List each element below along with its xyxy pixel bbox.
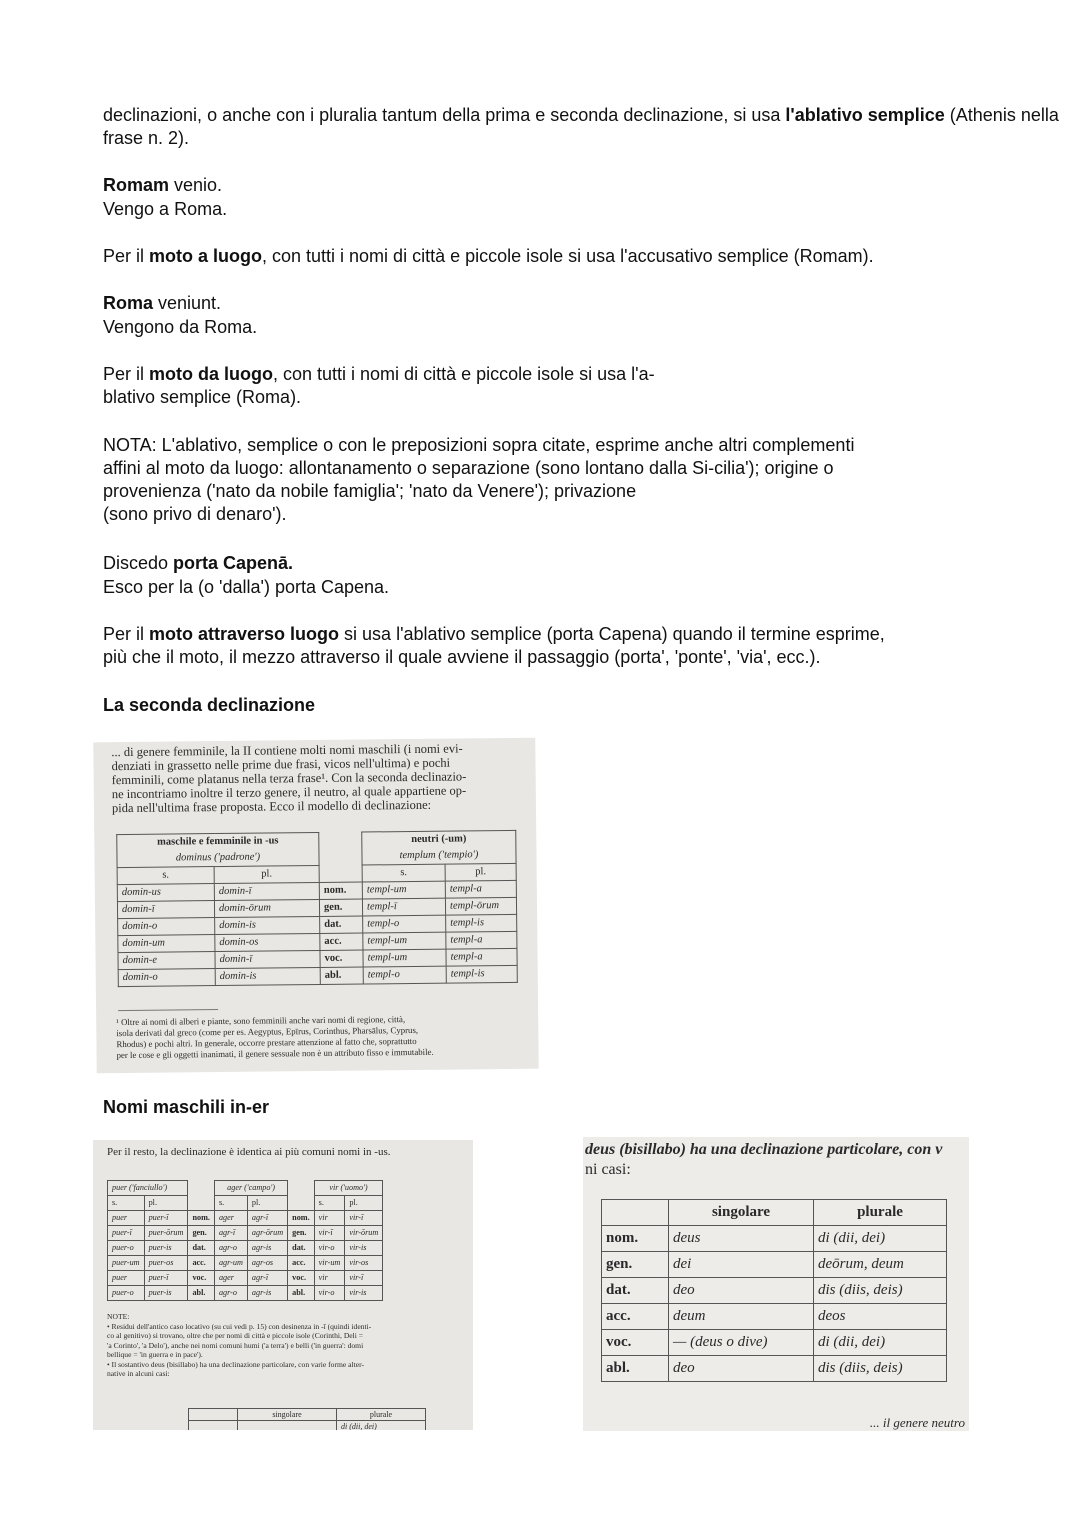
table-row: puer puer-ī voc. ager agr-ī voc. vir vir-ī [108,1271,383,1286]
deus-table: singolare plurale nom. deus di (dii, dei) gen. dei deōrum, deum dat. deo dis (diis, deis) acc. deum deos voc. — (deus o dive) di (dii, dei) abl. deo dis (diis, deis) [601,1199,947,1382]
table-row: abl. deo dis (diis, deis) [602,1356,947,1382]
book-photo-deus [583,1137,969,1431]
example-latin: Discedo porta Capenā. [103,553,294,573]
table-row: domin-o domin-is dat. templ-o templ-is [118,914,517,935]
declension-table: maschile e femminile in -us dominus ('padrone') neutri (-um) templum ('tempio') s. pl. s. pl. domin-us domin-ī nom. templ-um templ-a domin-ī domin-ōrum gen. templ-ī templ-ōrum domin-o domin-is dat. templ-o templ-is domin-um domin-os acc. templ-um templ-a domin-e domin-ī voc. templ-um templ-a domin-o domin-is abl. templ-o templ-is [116,830,518,987]
book-text: Per il resto, la declinazione è identica ai più comuni nomi in -us. [107,1146,391,1158]
example-italian: Vengono da Roma. [103,317,258,337]
moto-attraverso-paragraph: Per il moto attraverso luogo si usa l'ablativo semplice (porta Capena) quando il termine esprime, più che il moto, il mezzo attraverso il quale avviene il passaggio (porta', 'ponte', 'via', ecc.). [103,624,885,667]
table-row: puer puer-ī nom. ager agr-ī nom. vir vir-ī [108,1211,383,1226]
book-text: deus (bisillabo) ha una declinazione particolare, con v ni casi: [585,1141,943,1178]
table-row: dat. deo dis (diis, deis) [602,1278,947,1304]
table-row: puer-o puer-is abl. agr-o agr-is abl. vir-o vir-is [108,1286,383,1301]
book-notes: NOTE: • Residui dell'antico caso locativo (su cui vedi p. 15) con desinenza in -ī (quindi identi- co al genitivo) si trovano, oltre che per nomi di città e piccole isole (Corinthi, Deli = 'a Corinto', 'a Delo'), anche nei nomi comuni humi ('a terra') e belli ('in guerra': domi bellique = 'in guerra e in pace'). • Il sostantivo deus (bisillabo) ha una declinazione particolare, con varie forme alter- native in alcuni casi: [107,1312,372,1378]
footnote: ¹ Oltre ai nomi di alberi e piante, sono femminili anche vari nomi di regione, città, isola derivati dal greco (come per es. Aegyptus, Epīrus, Corinthus, Pharsālus, Cyprus, Rhodus) e pochi altri. In generale, occorre prestare attenzione al fatto che, soprattutto per le cose e gli oggetti inanimati, il genere sessuale non è un attributo fisso e immutabile. [116,1014,434,1061]
section-heading: Nomi maschili in-er [103,1097,270,1117]
example-italian: Esco per la (o 'dalla') porta Capena. [103,577,390,597]
book-photo-er-nouns [93,1140,473,1430]
table-row: puer-um puer-os acc. agr-um agr-os acc. vir-um vir-os [108,1256,383,1271]
intro-paragraph: declinazioni, o anche con i pluralia tantum della prima e seconda declinazione, si usa l'ablativo semplice (Athenis nella frase n. 2). [103,105,1059,148]
mini-deus-table: singolare plurale di (dii, dei) [188,1408,426,1430]
table-row: domin-e domin-ī voc. templ-um templ-a [118,948,517,969]
moto-a-luogo-paragraph: Per il moto a luogo, con tutti i nomi di città e piccole isole si usa l'accusativo semplice (Romam). [103,246,874,266]
example-italian: Vengo a Roma. [103,199,228,219]
book-text: ... di genere femminile, la II contiene molti nomi maschili (i nomi evi- denziati in grassetto nelle prime due frasi, vicos nell'ultima) e pochi femminili, come platanus nella terza frase¹. Con la seconda declinazio- ne incontriamo inoltre il terzo genere, il neutro, al quale appartiene op- pida nell'ultima frase proposta. Ecco il modello di declinazione: [111,741,467,816]
book-text: ... il genere neutro [869,1415,965,1430]
moto-da-luogo-paragraph: Per il moto da luogo, con tutti i nomi di città e piccole isole si usa l'a- blativo semplice (Roma). [103,364,655,407]
nota-paragraph: NOTA: L'ablativo, semplice o con le preposizioni sopra citate, esprime anche altri complementi affini al moto da luogo: allontanamento o separazione (sono lontano dalla Si-cilia'); origine o provenienza ('nato da nobile famiglia'; 'nato da Venere'); privazione (sono privo di denaro'). [103,435,855,524]
table-row: domin-um domin-os acc. templ-um templ-a [118,931,517,952]
example-latin: Roma veniunt. [103,293,222,313]
example-latin: Romam venio. [103,175,223,195]
section-heading: La seconda declinazione [103,695,316,715]
table-row: domin-us domin-ī nom. templ-um templ-a [117,880,516,901]
book-photo-declension [93,738,538,1074]
table-row: gen. dei deōrum, deum [602,1252,947,1278]
table-row: voc. — (deus o dive) di (dii, dei) [602,1330,947,1356]
table-row: puer-ī puer-ōrum gen. agr-ī agr-ōrum gen. vir-ī vir-ōrum [108,1226,383,1241]
table-row: domin-ī domin-ōrum gen. templ-ī templ-ōrum [117,897,516,918]
footnote-divider [118,1009,218,1011]
er-declension-table: puer ('fanciullo') ager ('campo') vir ('uomo') s. pl. s. pl. s. pl. puer puer-ī nom. ager agr-ī nom. vir vir-ī puer-ī puer-ōrum gen. agr-ī agr-ōrum gen. vir-ī vir-ōrum puer-o puer-is dat. agr-o agr-is dat. vir-o vir-is puer-um puer-os acc. agr-um agr-os acc. vir-um vir-os puer puer-ī voc. ager agr-ī voc. vir vir-ī puer-o puer-is abl. agr-o agr-is abl. vir-o vir-is [107,1180,383,1301]
table-row: domin-o domin-is abl. templ-o templ-is [118,965,517,986]
table-row: puer-o puer-is dat. agr-o agr-is dat. vir-o vir-is [108,1241,383,1256]
table-row: nom. deus di (dii, dei) [602,1226,947,1252]
table-row: acc. deum deos [602,1304,947,1330]
